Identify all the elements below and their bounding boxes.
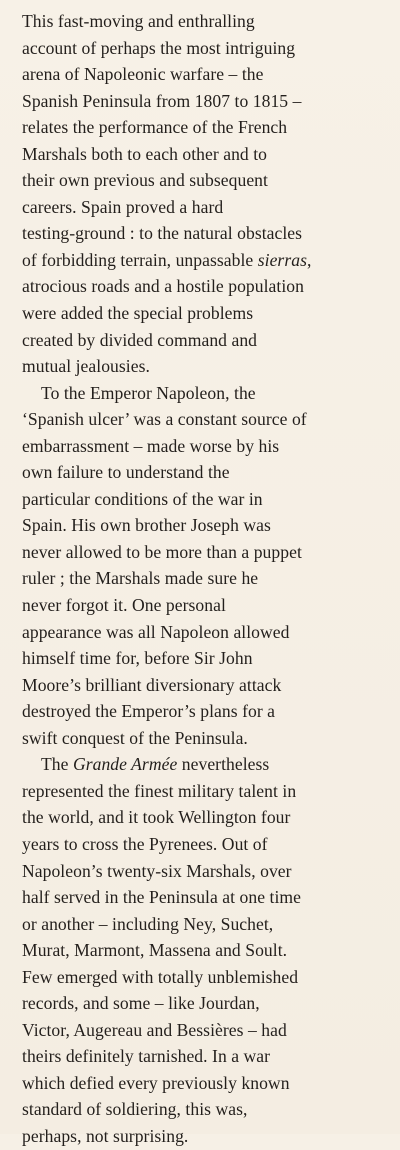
text-line bbox=[22, 1096, 386, 1123]
text-line bbox=[22, 406, 386, 433]
text-segment: appearance was all Napoleon allowed bbox=[22, 621, 290, 642]
text-segment: Napoleon’s twenty-six Marshals, over bbox=[22, 860, 292, 881]
text-line bbox=[22, 698, 386, 725]
text-segment: never allowed to be more than a puppet bbox=[22, 541, 302, 562]
text-line bbox=[22, 751, 386, 778]
text-segment: which defied every previously known bbox=[22, 1072, 290, 1093]
text-line bbox=[22, 831, 386, 858]
text-segment: or another – including Ney, Suchet, bbox=[22, 913, 274, 934]
text-segment: This fast-moving and enthralling bbox=[22, 11, 255, 31]
text-line bbox=[22, 353, 386, 380]
text-segment: Spanish Peninsula from 1807 to 1815 – bbox=[22, 90, 302, 111]
text-segment: The bbox=[41, 754, 73, 775]
text-line bbox=[22, 858, 386, 885]
text-line bbox=[22, 1123, 386, 1150]
text-segment: atrocious roads and a hostile population bbox=[22, 276, 304, 297]
text-segment: ruler ; the Marshals made sure he bbox=[22, 568, 259, 589]
text-segment: ‘Spanish ulcer’ was a constant source of bbox=[22, 409, 307, 430]
paragraph-3 bbox=[22, 751, 386, 1149]
text-segment: own failure to understand the bbox=[22, 462, 230, 483]
text-segment: swift conquest of the Peninsula. bbox=[22, 727, 248, 748]
text-segment: theirs definitely tarnished. In a war bbox=[22, 1046, 271, 1067]
text-line bbox=[22, 937, 386, 964]
text-line bbox=[22, 990, 386, 1017]
text-segment: mutual jealousies. bbox=[22, 356, 150, 377]
text-segment: of forbidding terrain, unpassable bbox=[22, 249, 258, 270]
text-line bbox=[22, 141, 386, 168]
text-segment: never forgot it. One personal bbox=[22, 595, 226, 616]
text-line bbox=[22, 1070, 386, 1097]
text-line bbox=[22, 778, 386, 805]
text-segment: Spain. His own brother Joseph was bbox=[22, 515, 271, 536]
paragraph-1 bbox=[22, 8, 386, 380]
text-segment: careers. Spain proved a hard bbox=[22, 196, 224, 217]
text-segment: himself time for, before Sir John bbox=[22, 648, 253, 669]
text-line bbox=[22, 486, 386, 513]
text-line bbox=[22, 672, 386, 699]
text-line bbox=[22, 565, 386, 592]
text-segment: Marshals both to each other and to bbox=[22, 143, 268, 164]
text-line bbox=[22, 273, 386, 300]
text-line bbox=[22, 433, 386, 460]
text-line bbox=[22, 8, 386, 35]
text-segment: Moore’s brilliant diversionary attack bbox=[22, 674, 282, 695]
text-segment: arena of Napoleonic warfare – the bbox=[22, 64, 264, 85]
text-line bbox=[22, 88, 386, 115]
text-segment: standard of soldiering, this was, bbox=[22, 1099, 248, 1120]
text-line bbox=[22, 61, 386, 88]
text-segment: To the Emperor Napoleon, the bbox=[41, 382, 256, 403]
text-line bbox=[22, 459, 386, 486]
text-segment: account of perhaps the most intriguing bbox=[22, 37, 296, 58]
blurb-body-text bbox=[22, 8, 386, 1150]
text-line bbox=[22, 619, 386, 646]
text-line bbox=[22, 167, 386, 194]
text-line bbox=[22, 247, 386, 274]
text-segment: testing-ground : to the natural obstacles bbox=[22, 223, 303, 244]
text-segment: Few emerged with totally unblemished bbox=[22, 966, 299, 987]
text-segment: perhaps, not surprising. bbox=[22, 1125, 189, 1146]
text-line bbox=[22, 380, 386, 407]
text-segment: Murat, Marmont, Massena and Soult. bbox=[22, 940, 288, 961]
text-line bbox=[22, 512, 386, 539]
text-segment: Victor, Augereau and Bessières – had bbox=[22, 1019, 287, 1040]
italic-text-segment: Grande Armée bbox=[72, 754, 178, 775]
text-line bbox=[22, 645, 386, 672]
text-line bbox=[22, 300, 386, 327]
text-line bbox=[22, 911, 386, 938]
text-segment: records, and some – like Jourdan, bbox=[22, 993, 260, 1014]
text-line bbox=[22, 114, 386, 141]
text-segment: their own previous and subsequent bbox=[22, 170, 268, 191]
text-line bbox=[22, 725, 386, 752]
text-segment: were added the special problems bbox=[22, 303, 254, 324]
text-line bbox=[22, 964, 386, 991]
text-segment: nevertheless bbox=[177, 754, 270, 775]
text-segment: half served in the Peninsula at one time bbox=[22, 887, 302, 908]
text-line bbox=[22, 35, 386, 62]
text-segment: created by divided command and bbox=[22, 329, 258, 350]
italic-text-segment: sierras bbox=[257, 249, 307, 270]
text-line bbox=[22, 1043, 386, 1070]
text-segment: years to cross the Pyrenees. Out of bbox=[22, 833, 268, 854]
text-line bbox=[22, 1017, 386, 1044]
text-line bbox=[22, 592, 386, 619]
text-line bbox=[22, 327, 386, 354]
text-line bbox=[22, 220, 386, 247]
text-segment: destroyed the Emperor’s plans for a bbox=[22, 701, 276, 722]
text-segment: the world, and it took Wellington four bbox=[22, 807, 291, 828]
text-segment: embarrassment – made worse by his bbox=[22, 435, 280, 456]
text-line bbox=[22, 804, 386, 831]
text-segment: relates the performance of the French bbox=[22, 117, 288, 138]
text-line bbox=[22, 539, 386, 566]
paragraph-2 bbox=[22, 380, 386, 752]
text-line bbox=[22, 194, 386, 221]
text-segment: represented the finest military talent in bbox=[22, 780, 297, 801]
text-segment: particular conditions of the war in bbox=[22, 488, 263, 509]
text-line bbox=[22, 884, 386, 911]
text-segment: , bbox=[306, 249, 312, 270]
